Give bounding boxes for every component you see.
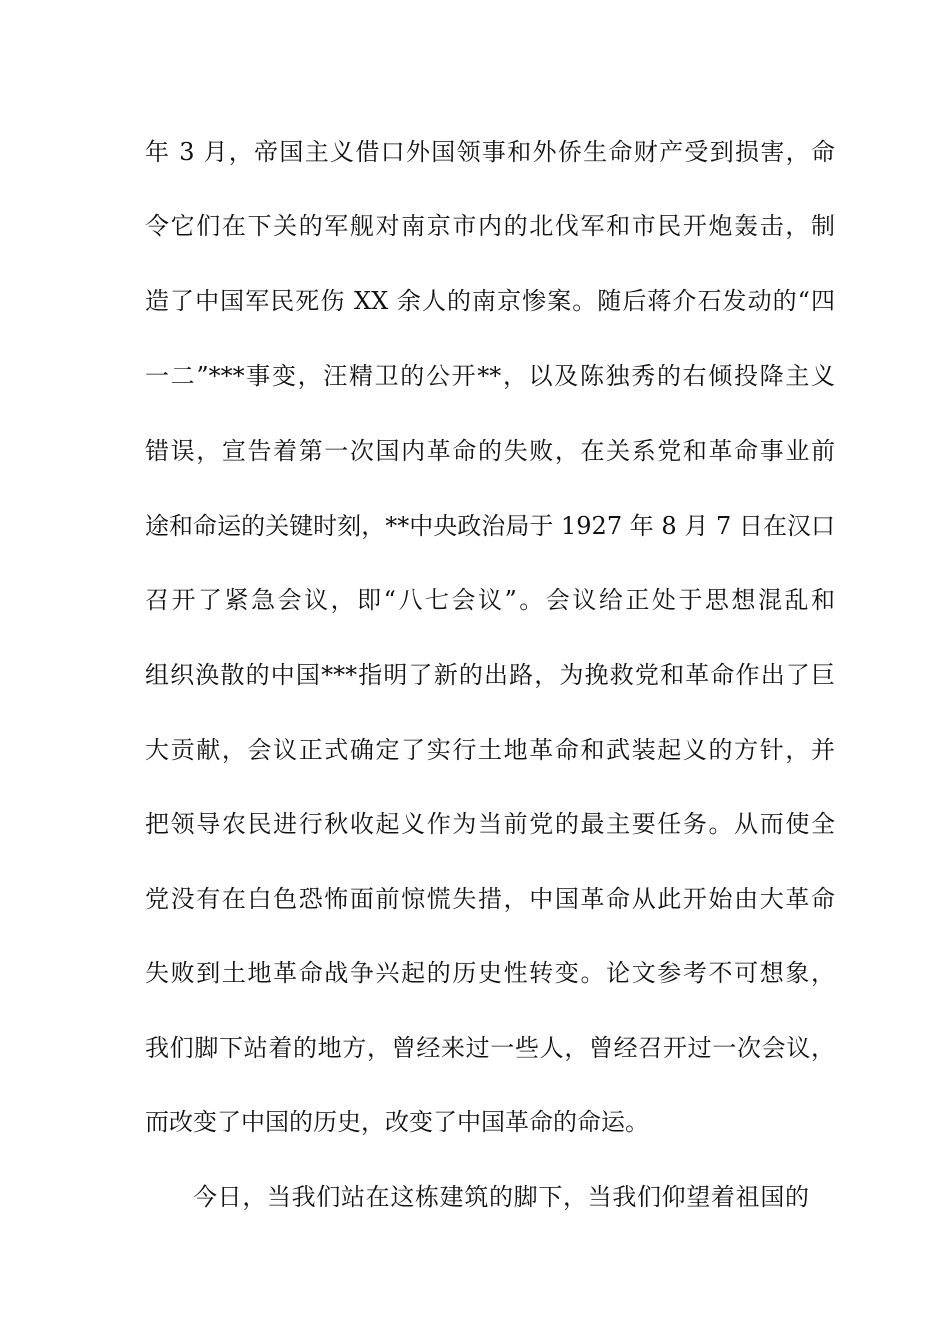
paragraph-line: 今日，当我们站在这栋建筑的脚下，当我们仰望着祖国的 [193, 1183, 809, 1211]
paragraph-line: 一二”***事变，汪精卫的公开**，以及陈独秀的右倾投降主义 [145, 362, 835, 390]
paragraph-line: 把领导农民进行秋收起义作为当前党的最主要任务。从而使全 [145, 810, 835, 838]
paragraph-line: 我们脚下站着的地方，曾经来过一些人，曾经召开过一次会议， [145, 1034, 835, 1062]
paragraph-line: 年 3 月，帝国主义借口外国领事和外侨生命财产受到损害，命 [145, 138, 835, 166]
paragraph-line: 而改变了中国的历史，改变了中国革命的命运。 [145, 1108, 649, 1136]
paragraph-line: 党没有在白色恐怖面前惊慌失措，中国革命从此开始由大革命 [145, 885, 835, 913]
paragraph-line: 组织涣散的中国***指明了新的出路，为挽救党和革命作出了巨 [145, 661, 835, 689]
paragraph-line: 造了中国军民死伤 XX 余人的南京惨案。随后蒋介石发动的“四 [145, 287, 835, 315]
paragraph-line: 令它们在下关的军舰对南京市内的北伐军和市民开炮轰击，制 [145, 212, 835, 240]
paragraph-line: 大贡献，会议正式确定了实行土地革命和武装起义的方针，并 [145, 736, 835, 764]
paragraph-line: 途和命运的关键时刻，**中央政治局于 1927 年 8 月 7 日在汉口 [145, 512, 835, 540]
paragraph-line: 错误，宣告着第一次国内革命的失败，在关系党和革命事业前 [145, 437, 835, 465]
paragraph-line: 失败到土地革命战争兴起的历史性转变。论文参考不可想象， [145, 959, 835, 987]
paragraph-line: 召开了紧急会议，即“八七会议”。会议给正处于思想混乱和 [145, 586, 835, 614]
